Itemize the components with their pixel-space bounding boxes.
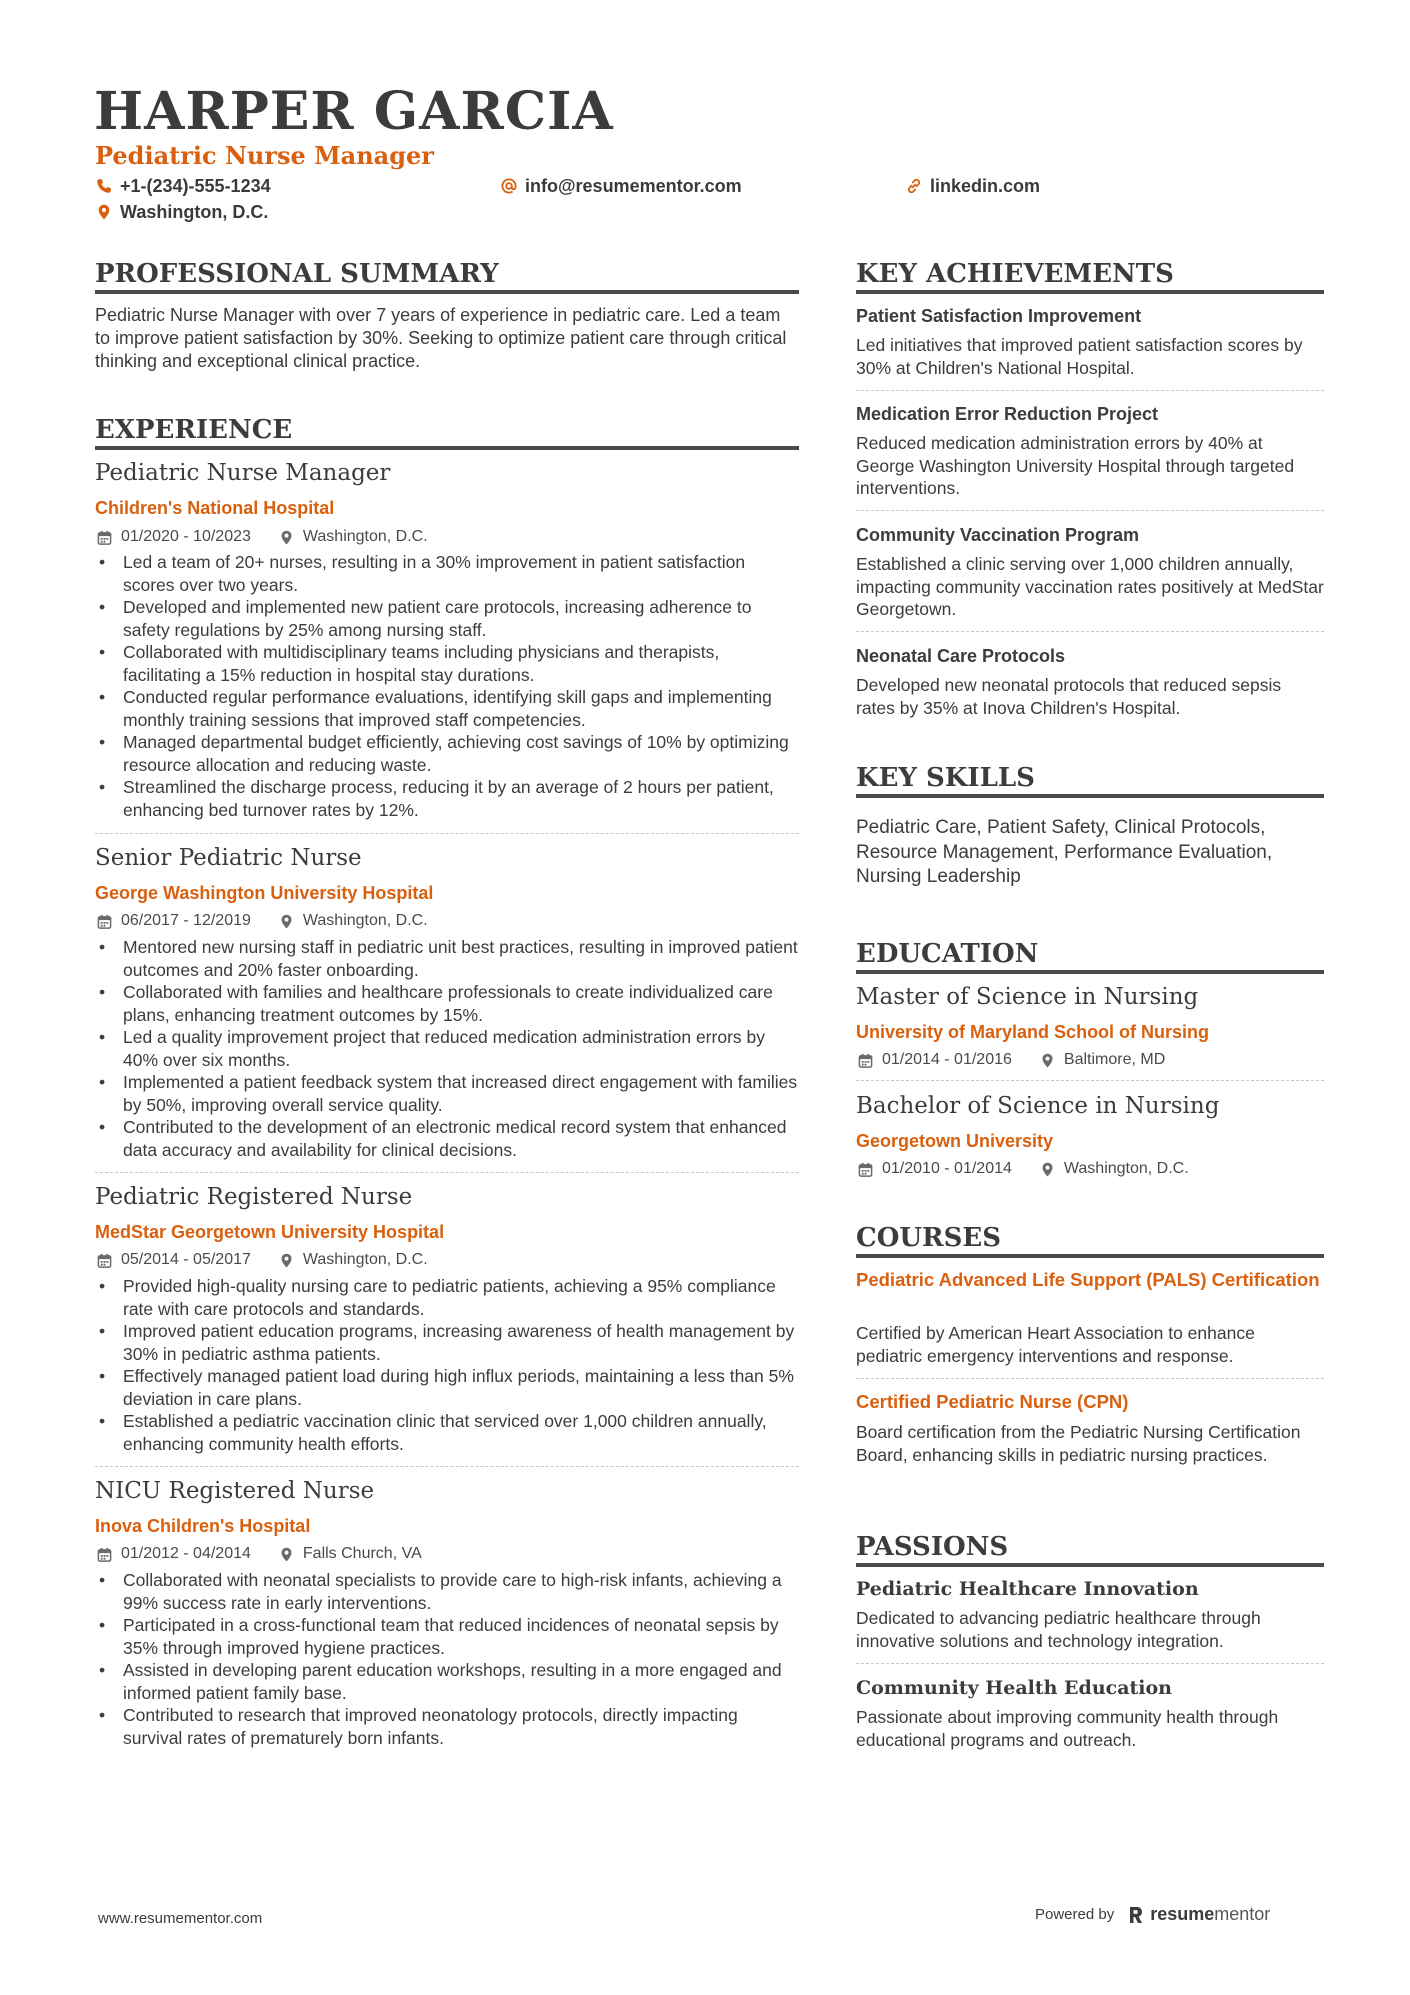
divider	[856, 1378, 1324, 1379]
passion-text: Passionate about improving community health through educational programs and outreach.	[856, 1707, 1279, 1750]
education-heading: EDUCATION	[856, 939, 1039, 969]
passions-heading: PASSIONS	[856, 1532, 1009, 1562]
job-organization: Inova Children's Hospital	[95, 1516, 311, 1536]
location-pin-icon	[279, 1253, 294, 1268]
list-item: • Collaborated with multidisciplinary teams including physicians and therapists, facilitating a 15% reduction in hospital stay durations.	[95, 641, 799, 686]
degree-title: Master of Science in Nursing	[856, 984, 1199, 1010]
location-pin-icon	[1040, 1053, 1055, 1068]
divider	[856, 390, 1324, 391]
linkedin-contact[interactable]	[906, 177, 1040, 195]
job-dates: 01/2020 - 10/2023	[121, 528, 251, 545]
achievements-rule	[856, 290, 1324, 294]
courses-heading: COURSES	[856, 1223, 1001, 1253]
list-item: • Implemented a patient feedback system that increased direct engagement with families by 50%, improving overall service quality.	[95, 1071, 799, 1116]
location-pin-icon	[279, 530, 294, 545]
candidate-name: HARPER GARCIA	[94, 81, 614, 142]
job-organization: George Washington University Hospital	[95, 883, 434, 903]
achievement-title: Patient Satisfaction Improvement	[856, 306, 1142, 326]
divider	[856, 1080, 1324, 1081]
course-title: Pediatric Advanced Life Support (PALS) Certification	[856, 1269, 1320, 1290]
achievement-text: Established a clinic serving over 1,000 children annually, impacting community vaccination rates positively at MedStar Georgetown.	[856, 554, 1324, 619]
education-dates: 01/2014 - 01/2016	[882, 1051, 1012, 1068]
brand-name-bold: resume	[1150, 1904, 1215, 1924]
footer-website[interactable]: www.resumementor.com	[98, 1910, 263, 1927]
experience-heading: EXPERIENCE	[95, 415, 293, 445]
job-location: Washington, D.C.	[302, 528, 428, 545]
summary-rule	[95, 290, 799, 294]
resumementor-logo-icon	[1128, 1905, 1144, 1925]
calendar-icon	[97, 530, 112, 545]
list-item: • Developed and implemented new patient care protocols, increasing adherence to safety regulations by 25% among nursing staff.	[95, 596, 799, 641]
job-dates: 06/2017 - 12/2019	[121, 912, 251, 929]
list-item: • Effectively managed patient load during high influx periods, maintaining a less than 5% deviation in care plans.	[95, 1365, 799, 1410]
brand-name-light: mentor	[1214, 1904, 1271, 1924]
phone-contact[interactable]	[96, 177, 271, 195]
list-item: • Contributed to research that improved neonatology protocols, directly impacting survival rates of prematurely born infants.	[95, 1704, 799, 1749]
job-meta	[97, 529, 428, 545]
phone-icon	[96, 178, 112, 194]
calendar-icon	[97, 1547, 112, 1562]
achievement-text: Reduced medication administration errors by 40% at George Washington University Hospital through targeted interventions.	[856, 433, 1295, 498]
education-location: Baltimore, MD	[1063, 1051, 1166, 1068]
skills-rule	[856, 794, 1324, 798]
education-dates: 01/2010 - 01/2014	[882, 1160, 1012, 1177]
achievement-title: Community Vaccination Program	[856, 525, 1140, 545]
linkedin-text: linkedin.com	[930, 176, 1041, 196]
passion-title: Pediatric Healthcare Innovation	[856, 1578, 1199, 1600]
achievement-title: Neonatal Care Protocols	[856, 646, 1066, 666]
location-pin-icon	[279, 1547, 294, 1562]
list-item: • Improved patient education programs, increasing awareness of health management by 30% in pediatric asthma patients.	[95, 1320, 799, 1365]
job-dates: 01/2012 - 04/2014	[121, 1545, 251, 1562]
education-meta	[858, 1161, 1189, 1177]
job-title: Pediatric Nurse Manager	[95, 460, 391, 486]
location-pin-icon	[1040, 1162, 1055, 1177]
divider	[95, 1466, 799, 1467]
divider	[856, 631, 1324, 632]
job-title: NICU Registered Nurse	[95, 1478, 375, 1504]
calendar-icon	[97, 914, 112, 929]
job-dates: 05/2014 - 05/2017	[121, 1251, 251, 1268]
job-organization: MedStar Georgetown University Hospital	[95, 1222, 445, 1242]
divider	[95, 833, 799, 834]
calendar-icon	[858, 1053, 873, 1068]
job-title: Pediatric Registered Nurse	[95, 1184, 413, 1210]
list-item: • Contributed to the development of an electronic medical record system that enhanced data accuracy and availability for clinical decisions.	[95, 1116, 799, 1161]
school-name: University of Maryland School of Nursing	[856, 1022, 1210, 1042]
location-contact	[96, 203, 268, 221]
list-item: • Conducted regular performance evaluations, identifying skill gaps and implementing monthly training sessions that improved staff competencies.	[95, 686, 799, 731]
summary-heading: PROFESSIONAL SUMMARY	[95, 259, 499, 289]
job-meta	[97, 1546, 422, 1562]
divider	[856, 510, 1324, 511]
degree-title: Bachelor of Science in Nursing	[856, 1093, 1220, 1119]
list-item: • Collaborated with families and healthcare professionals to create individualized care plans, enhancing treatment outcomes by 15%.	[95, 981, 799, 1026]
location-pin-icon	[279, 914, 294, 929]
education-location: Washington, D.C.	[1063, 1160, 1189, 1177]
job-location: Washington, D.C.	[302, 912, 428, 929]
list-item: • Collaborated with neonatal specialists to provide care to high-risk infants, achieving a 99% success rate in early interventions.	[95, 1569, 799, 1614]
job-bullets	[95, 1569, 799, 1749]
job-organization: Children's National Hospital	[95, 498, 335, 518]
skills-heading: KEY SKILLS	[856, 763, 1035, 793]
passion-text: Dedicated to advancing pediatric healthcare through innovative solutions and technology integration.	[856, 1608, 1261, 1651]
skills-text: Pediatric Care, Patient Safety, Clinical Protocols, Resource Management, Performance Evaluation, Nursing Leadership	[856, 817, 1273, 887]
job-bullets	[95, 551, 799, 821]
phone-text: +1-(234)-555-1234	[120, 176, 271, 196]
divider	[856, 1663, 1324, 1664]
location-pin-icon	[96, 204, 112, 220]
course-title: Certified Pediatric Nurse (CPN)	[856, 1391, 1129, 1412]
education-meta	[858, 1052, 1165, 1068]
courses-rule	[856, 1254, 1324, 1258]
job-bullets	[95, 1275, 799, 1455]
email-text: info@resumementor.com	[525, 176, 742, 196]
list-item: • Managed departmental budget efficiently, achieving cost savings of 10% by optimizing resource allocation and reducing waste.	[95, 731, 799, 776]
list-item: • Mentored new nursing staff in pediatric unit best practices, resulting in improved patient outcomes and 20% faster onboarding.	[95, 936, 799, 981]
achievement-text: Developed new neonatal protocols that reduced sepsis rates by 35% at Inova Children's Hospital.	[856, 675, 1282, 718]
powered-by-label: Powered by	[1035, 1906, 1115, 1923]
email-contact[interactable]	[501, 177, 742, 195]
achievement-title: Medication Error Reduction Project	[856, 404, 1159, 424]
calendar-icon	[858, 1162, 873, 1177]
job-meta	[97, 1252, 428, 1268]
footer-powered-by	[1035, 1904, 1270, 1925]
link-icon	[906, 178, 922, 194]
passion-title: Community Health Education	[856, 1677, 1172, 1699]
job-title: Senior Pediatric Nurse	[95, 845, 362, 871]
course-text: Board certification from the Pediatric Nursing Certification Board, enhancing skills in pediatric nursing practices.	[856, 1422, 1301, 1465]
job-meta	[97, 913, 428, 929]
achievement-text: Led initiatives that improved patient satisfaction scores by 30% at Children's National Hospital.	[856, 335, 1303, 378]
job-location: Falls Church, VA	[302, 1545, 422, 1562]
summary-text: Pediatric Nurse Manager with over 7 years of experience in pediatric care. Led a team to improve patient satisfaction by 30%. Seeking to optimize patient care through critical thinking and exceptional clinical practice.	[95, 305, 787, 371]
location-text: Washington, D.C.	[120, 202, 269, 222]
course-text: Certified by American Heart Association to enhance pediatric emergency interventions and response.	[856, 1323, 1255, 1366]
achievements-heading: KEY ACHIEVEMENTS	[856, 259, 1174, 289]
list-item: • Established a pediatric vaccination clinic that serviced over 1,000 children annually, enhancing community health efforts.	[95, 1410, 799, 1455]
education-rule	[856, 970, 1324, 974]
list-item: • Streamlined the discharge process, reducing it by an average of 2 hours per patient, enhancing bed turnover rates by 12%.	[95, 776, 799, 821]
candidate-role: Pediatric Nurse Manager	[95, 141, 434, 170]
brand-logo[interactable]	[1128, 1904, 1270, 1925]
experience-rule	[95, 446, 799, 450]
list-item: • Assisted in developing parent education workshops, resulting in a more engaged and informed patient family base.	[95, 1659, 799, 1704]
list-item: • Provided high-quality nursing care to pediatric patients, achieving a 95% compliance rate with care protocols and standards.	[95, 1275, 799, 1320]
list-item: • Led a team of 20+ nurses, resulting in a 30% improvement in patient satisfaction scores over two years.	[95, 551, 799, 596]
job-location: Washington, D.C.	[302, 1251, 428, 1268]
job-bullets	[95, 936, 799, 1161]
school-name: Georgetown University	[856, 1131, 1054, 1151]
divider	[95, 1172, 799, 1173]
at-icon	[501, 178, 517, 194]
list-item: • Participated in a cross-functional team that reduced incidences of neonatal sepsis by 35% through improved hygiene practices.	[95, 1614, 799, 1659]
passions-rule	[856, 1563, 1324, 1567]
calendar-icon	[97, 1253, 112, 1268]
list-item: • Led a quality improvement project that reduced medication administration errors by 40% over six months.	[95, 1026, 799, 1071]
